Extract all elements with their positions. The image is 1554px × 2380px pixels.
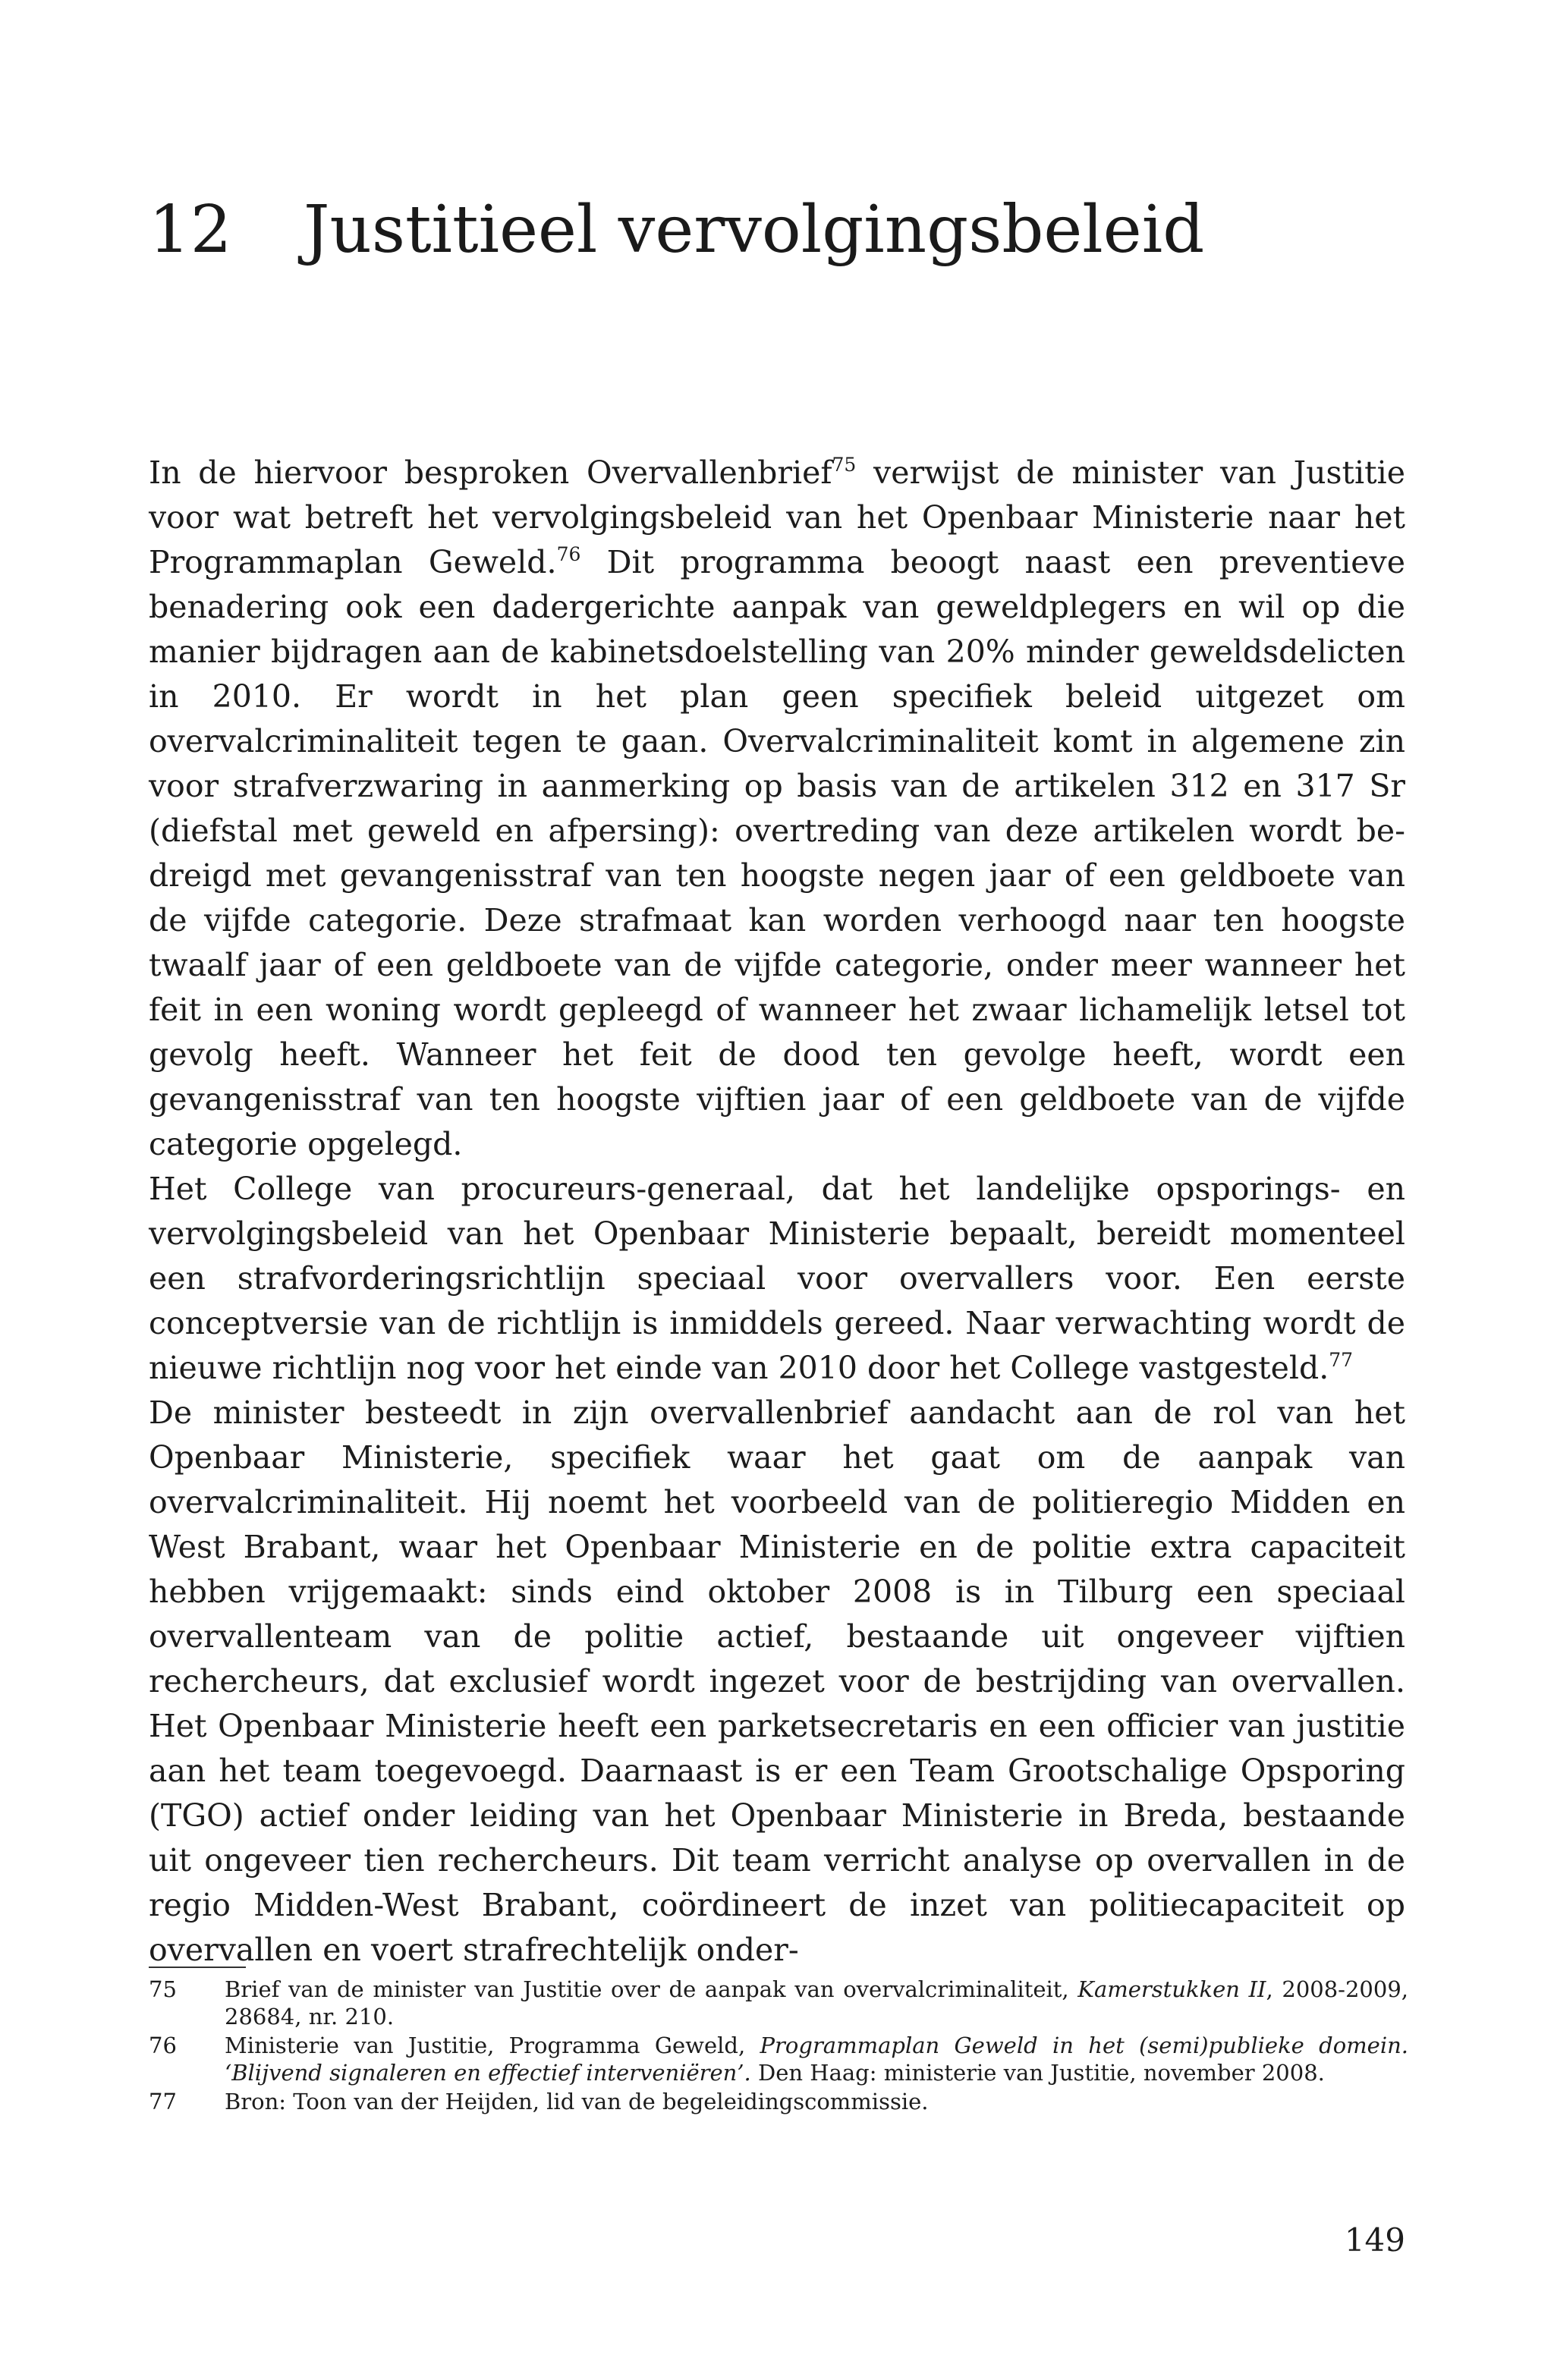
paragraph-3: De minister besteedt in zijn overvallenbrief aandacht aan de rol van het Openbaar Ministerie, specifiek waar het gaat om de aanpak van overvalcriminaliteit. Hij noemt het voorbeeld van de politieregio Midden en West Brabant, waar het Openbaar Ministerie en de politie extra capaciteit hebben vrijgemaakt: sinds eind oktober 2008 is in Tilburg een speciaal overvallenteam van de politie actief, bestaande uit ongeveer vijftien rechercheurs, dat exclusief wordt ingezet voor de bestrijding van overvallen. Het Openbaar Ministerie heeft een parketsecretaris en een officier van justitie aan het team toegevoegd. Daarnaast is er een Team Grootschalige Opsporing (TGO) actief onder leiding van het Openbaar Ministerie in Breda, bestaande uit ongeveer tien rechercheurs. Dit team verricht analyse op overvallen in de regio Midden-West Brabant, coördineert de inzet van politiecapaciteit op overvallen en voert strafrechtelijk onder-: [149, 1394, 1405, 1968]
footnote-text: Bron: Toon van der Heijden, lid van de begeleidingscommissie.: [225, 2089, 929, 2114]
footnote-ref-77[interactable]: 77: [1329, 1349, 1354, 1371]
footnote-75: [149, 1976, 1408, 2030]
footnote-italic-title: Kamerstukken II: [1077, 1976, 1266, 2002]
footnote-ref-75[interactable]: 75: [832, 454, 857, 476]
footnote-text-part: Brief van de minister van Justitie over de aanpak van overvalcriminaliteit,: [225, 1976, 1078, 2002]
paragraph-1-part-3: Dit programma beoogt naast een preventieve benadering ook een dadergerichte aanpak van geweldplegers en wil op die manier bijdragen aan de kabinetsdoelstelling van 20% minder geweldsdelicten in 2010. Er wordt in het plan geen specifiek beleid uitgezet om overvalcriminaliteit tegen te gaan. Overvalcriminaliteit komt in algemene zin voor strafverzwaring in aanmerking op basis van de artikelen 312 en 317 Sr (diefstal met geweld en afpersing): overtreding van deze artikelen wordt bedreigd met gevangenisstraf van ten hoogste negen jaar of een geldboete van de vijfde categorie. Deze strafmaat kan worden verhoogd naar ten hoogste twaalf jaar of een geldboete van de vijfde categorie, onder meer wanneer het feit in een woning wordt gepleegd of wanneer het zwaar lichamelijk letsel tot gevolg heeft. Wanneer het feit de dood ten gevolge heeft, wordt een gevangenisstraf van ten hoogste vijftien jaar of een geldboete van de vijfde categorie opgelegd.: [149, 544, 1405, 1162]
paragraph-1: [149, 451, 1405, 1167]
footnote-ref-76[interactable]: 76: [556, 543, 581, 565]
chapter-heading: [149, 188, 1408, 272]
footnote-number: 75: [149, 1976, 177, 2002]
footnote-number: 77: [149, 2089, 177, 2114]
footnotes: [149, 1976, 1408, 2117]
page-number: 149: [1344, 2221, 1405, 2259]
footnote-italic-title: Programmaplan Geweld in het (semi)publieke domein. ‘Blijvend signaleren en effectief interveniëren’.: [225, 2033, 1408, 2086]
body-text: [149, 451, 1405, 1973]
footnote-text-part: Den Haag: ministerie van Justitie, november 2008.: [750, 2060, 1325, 2086]
chapter-number: 12: [149, 192, 232, 268]
paragraph-1-part-1: In de hiervoor besproken Overvallenbrief: [149, 454, 832, 491]
footnote-76: [149, 2032, 1408, 2086]
footnote-text: [225, 1976, 1408, 2030]
paragraph-2-part-1: Het College van procureurs-generaal, dat het landelijke opsporings- en vervolgingsbeleid van het Openbaar Ministerie bepaalt, bereidt momenteel een strafvorderingsrichtlijn speciaal voor overvallers voor. Een eerste conceptversie van de richtlijn is inmiddels gereed. Naar verwachting wordt de nieuwe richtlijn nog voor het einde van 2010 door het College vastgesteld.: [149, 1171, 1405, 1386]
chapter-title: Justitieel vervolgingsbeleid: [304, 192, 1205, 268]
footnote-77: [149, 2088, 1408, 2115]
footnote-text: [225, 2032, 1408, 2086]
footnote-text-part: Ministerie van Justitie, Programma Geweld,: [225, 2033, 760, 2058]
paragraph-2: [149, 1167, 1405, 1391]
footnote-number: 76: [149, 2033, 177, 2058]
paragraph-1-part-2: verwijst de minister van Justitie voor wat betreft het vervolgingsbeleid van het Openbaar Ministerie naar het Programmaplan Geweld.: [149, 454, 1406, 580]
footnote-separator: [149, 1967, 246, 1968]
footnote-text-part: , 2008-2009, 28684, nr. 210.: [225, 1976, 1409, 2029]
